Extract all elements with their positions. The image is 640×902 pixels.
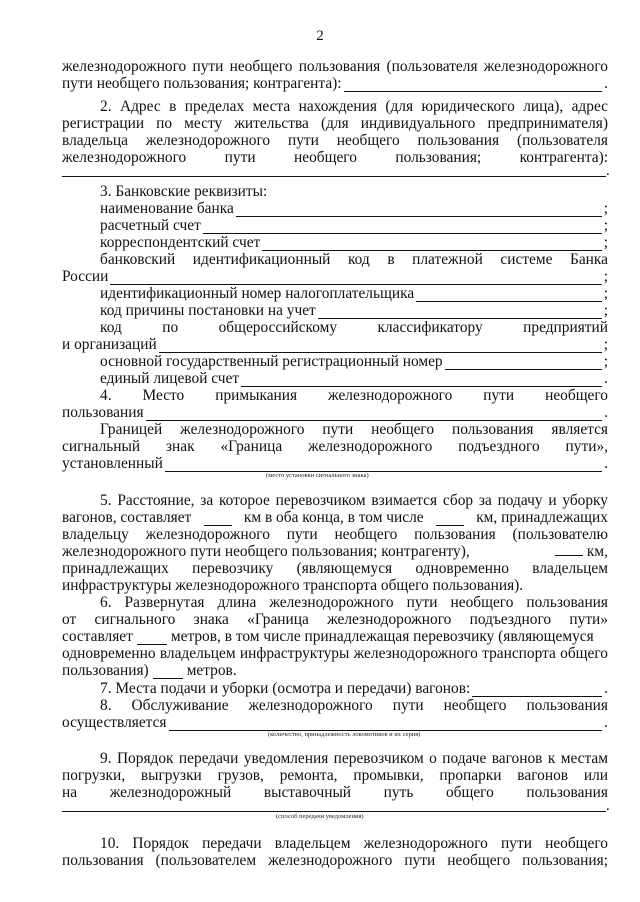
text-line: одновременно владельцем инфраструктуры железнодорожного транспорта общего [62, 645, 608, 662]
punct: . [606, 163, 610, 179]
field-caption: (способ передачи уведомления) [276, 813, 364, 820]
text-label: пользования [62, 404, 144, 421]
punct: ; [603, 268, 608, 285]
punct: ; [603, 302, 608, 319]
punct: . [604, 680, 608, 697]
text-label: метров, в том числе принадлежащая перевозчику (являющемуся [170, 628, 594, 645]
text-label: идентификационный номер налогоплательщика [100, 285, 415, 302]
text-label: наименование банка [100, 200, 234, 217]
fill-blank [137, 631, 167, 645]
text-label: пути необщего пользования; контрагента): [62, 75, 342, 92]
text-line: 4. Место примыкания железнодорожного пути необщего [100, 387, 608, 404]
fill-blank [236, 203, 602, 217]
text-label: км, принадлежащих [476, 509, 608, 526]
text-line: банковский идентификационный код в платежной системе Банка [100, 251, 608, 268]
fill-blank [241, 373, 602, 387]
text-label: единый лицевой счет [100, 370, 240, 387]
punct: ; [603, 217, 608, 234]
text-line: 6. Развернутая длина железнодорожного пути необщего пользования [100, 594, 608, 611]
text-label: 7. Места подачи и уборки (осмотра и передачи) вагонов: [100, 680, 471, 697]
field-caption: (количество, принадлежность локомотивов и их серия) [268, 731, 421, 738]
text-label: пользования) [62, 662, 149, 679]
punct: . [604, 404, 608, 421]
text-label: км в оба конца, в том числе [243, 509, 424, 526]
text-label: основной государственный регистрационный номер [100, 353, 443, 370]
text-line: 9. Порядок передачи уведомления перевозчиком о подаче вагонов к местам [100, 750, 608, 767]
fill-blank [262, 237, 601, 251]
text-line: 5. Расстояние, за которое перевозчиком взимается сбор за подачу и уборку [100, 492, 608, 509]
page-number: 2 [316, 28, 324, 44]
fill-blank [204, 512, 232, 526]
text-label: метров. [186, 662, 237, 679]
fill-line [62, 176, 606, 177]
text-line: код по общероссийскому классификатору предприятий [100, 319, 608, 336]
text-line: 2. Адрес в пределах места нахождения (для юридического лица), адрес [100, 98, 608, 115]
field-sign-location [62, 455, 608, 472]
fill-blank [146, 407, 603, 421]
fill-blank [344, 78, 603, 92]
text-line: 8. Обслуживание железнодорожного пути необщего пользования [100, 697, 608, 714]
text-label: корреспондентский счет [100, 234, 261, 251]
text-label: железнодорожного пути необщего пользования; контрагенту), [62, 543, 470, 560]
text-label: вагонов, составляет [62, 509, 192, 526]
text-line [62, 543, 608, 560]
text-line: владельца железнодорожного пути необщего пользования (пользователя [62, 132, 608, 149]
text-line: сигнальный знак «Граница железнодорожного подъездного пути», [62, 438, 608, 455]
text-line [62, 628, 608, 645]
text-line: пользования (пользователем железнодорожного пути необщего пользования; [62, 852, 608, 869]
fill-blank [318, 305, 602, 319]
field-account [100, 217, 608, 234]
text-line: железнодорожного пути необщего пользования (пользователя железнодорожного [62, 58, 608, 75]
field-els [100, 370, 608, 387]
text-label: расчетный счет [100, 217, 201, 234]
text-label: осуществляется [62, 714, 167, 731]
fill-blank [159, 339, 602, 353]
punct: . [604, 75, 608, 92]
field-locomotives [62, 714, 608, 731]
text-line: на железнодорожный выставочный путь общего пользования [62, 784, 608, 801]
punct: ; [603, 234, 608, 251]
text-label: установленный [62, 455, 163, 472]
text-line: Границей железнодорожного пути необщего пользования является [100, 421, 608, 438]
text-line: 3. Банковские реквизиты: [100, 183, 268, 200]
fill-blank [165, 458, 602, 472]
text-label: код причины постановки на учет [100, 302, 316, 319]
text-line: инфраструктуры железнодорожного транспорта общего пользования). [62, 577, 524, 594]
text-line: от сигнального знака «Граница железнодорожного подъездного пути» [62, 611, 608, 628]
field-kpp [100, 302, 608, 319]
punct: ; [603, 336, 608, 353]
text-line [62, 509, 608, 526]
text-line: погрузки, выгрузки грузов, ремонта, промывки, пропарки вагонов или [62, 767, 608, 784]
fill-blank [472, 683, 602, 697]
text-line [62, 662, 608, 679]
text-line: железнодорожного пути необщего пользования; контрагента): [62, 149, 608, 166]
text-line: 10. Порядок передачи владельцем железнодорожного пути необщего [100, 835, 608, 852]
fill-blank [153, 665, 183, 679]
field-junction-place [62, 404, 608, 421]
text-line: регистрации по месту жительства (для индивидуального предпринимателя) [62, 115, 608, 132]
field-ogrn [100, 353, 608, 370]
punct: . [604, 714, 608, 731]
text-line: принадлежащих перевозчику (являющемуся одновременно владельцем [62, 560, 608, 577]
fill-line [62, 811, 606, 812]
fill-blank [203, 220, 602, 234]
text-label: составляет [62, 628, 133, 645]
fill-blank [436, 512, 464, 526]
fill-blank [416, 288, 602, 302]
field-supply-places [100, 680, 608, 697]
punct: ; [603, 353, 608, 370]
text-label: км, [586, 543, 608, 560]
punct: ; [603, 285, 608, 302]
punct: . [604, 370, 608, 387]
text-line [62, 75, 608, 92]
field-bik [62, 268, 608, 285]
field-corr-account [100, 234, 608, 251]
punct: . [606, 798, 610, 814]
fill-blank [445, 356, 602, 370]
fill-blank [110, 271, 601, 285]
text-label: России [62, 268, 109, 285]
field-inn [100, 285, 608, 302]
field-okpo [62, 336, 608, 353]
punct: ; [603, 200, 608, 217]
fill-blank [169, 717, 603, 731]
fill-blank [555, 542, 583, 556]
punct: . [604, 455, 608, 472]
text-label: и организаций [62, 336, 157, 353]
field-bank-name [100, 200, 608, 217]
field-caption: (место установки сигнального знака) [266, 472, 369, 479]
text-line: владельцу железнодорожного пути необщего пользования (пользователю [62, 526, 608, 543]
